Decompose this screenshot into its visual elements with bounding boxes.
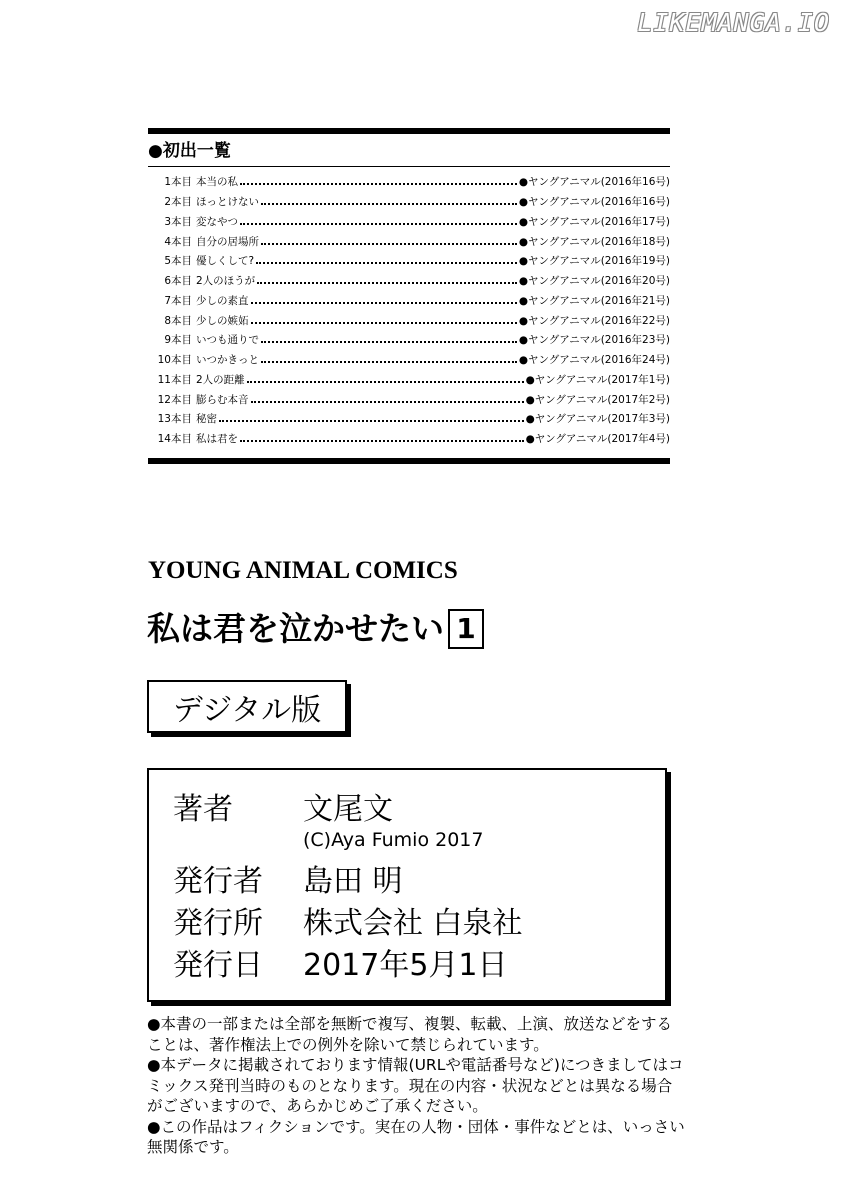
list-item	[148, 310, 670, 330]
dot-leader	[257, 281, 517, 284]
dot-leader	[261, 360, 517, 363]
note-fiction: ●この作品はフィクションです。実在の人物・団体・事件などとは、いっさい無関係です。	[147, 1117, 685, 1156]
list-item	[148, 291, 670, 311]
dot-leader	[261, 340, 517, 343]
date-row	[173, 946, 508, 986]
list-item	[148, 389, 670, 409]
chapter-title: ほっとけない	[196, 196, 259, 209]
list-item	[148, 251, 670, 271]
chapter-title: 秘密	[196, 413, 217, 426]
book-title-line	[147, 608, 484, 650]
chapter-title: 少しの素直	[196, 294, 249, 307]
author-value: 文尾文	[303, 792, 393, 827]
chapter-number: 10本目	[157, 354, 192, 367]
date-label: 発行日	[173, 948, 263, 983]
chapter-number: 11本目	[157, 373, 192, 386]
list-item	[148, 271, 670, 291]
chapter-title: 膨らむ本音	[196, 393, 249, 406]
edition-label	[147, 680, 347, 733]
book-title: 私は君を泣かせたい	[147, 609, 444, 648]
publisher-person-row	[173, 862, 403, 902]
series-name: YOUNG ANIMAL COMICS	[148, 557, 458, 584]
publisher-person-value: 島田 明	[303, 864, 403, 899]
chapter-number: 9本目	[164, 334, 192, 347]
dot-leader	[256, 261, 517, 264]
chapter-source: ●ヤングアニマル(2017年2号)	[525, 393, 670, 406]
dot-leader	[251, 321, 517, 324]
chapter-source: ●ヤングアニマル(2016年21号)	[518, 294, 670, 307]
list-item	[148, 231, 670, 251]
dot-leader	[251, 301, 517, 304]
chapter-title: 優しくして?	[196, 255, 255, 268]
dot-leader	[247, 380, 524, 383]
list-heading-rule	[148, 166, 670, 167]
chapter-number: 13本目	[157, 413, 192, 426]
list-bottom-rule	[148, 458, 670, 464]
list-top-rule	[148, 128, 670, 134]
site-watermark: LIKEMANGA.IO	[637, 8, 830, 37]
first-appearance-list	[148, 172, 670, 449]
dot-leader	[240, 222, 517, 225]
chapter-title: いつかきっと	[196, 354, 259, 367]
copyright-text: (C)Aya Fumio 2017	[303, 829, 484, 851]
chapter-title: 2人のほうが	[196, 275, 256, 288]
publisher-value: 株式会社 白泉社	[303, 906, 523, 941]
list-item	[148, 192, 670, 212]
chapter-number: 12本目	[157, 393, 192, 406]
chapter-source: ●ヤングアニマル(2017年4号)	[525, 433, 670, 446]
author-label: 著者	[173, 792, 233, 827]
chapter-number: 14本目	[157, 433, 192, 446]
chapter-source: ●ヤングアニマル(2016年18号)	[518, 235, 670, 248]
chapter-title: 本当の私	[196, 176, 238, 189]
volume-number: 1	[448, 609, 484, 649]
chapter-title: 変なやつ	[196, 215, 238, 228]
dot-leader	[261, 242, 517, 245]
dot-leader	[261, 202, 517, 205]
chapter-source: ●ヤングアニマル(2016年16号)	[518, 196, 670, 209]
publisher-label: 発行所	[173, 906, 263, 941]
chapter-title: 私は君を	[196, 433, 238, 446]
chapter-number: 5本目	[164, 255, 192, 268]
author-row	[173, 790, 393, 830]
list-item	[148, 350, 670, 370]
chapter-number: 7本目	[164, 294, 192, 307]
list-item	[148, 172, 670, 192]
chapter-source: ●ヤングアニマル(2016年16号)	[518, 176, 670, 189]
chapter-number: 6本目	[164, 275, 192, 288]
chapter-title: 自分の居場所	[196, 235, 259, 248]
chapter-number: 4本目	[164, 235, 192, 248]
chapter-title: 少しの嫉妬	[196, 314, 249, 327]
list-item	[148, 409, 670, 429]
edition-text: デジタル版	[172, 692, 322, 728]
dot-leader	[219, 419, 524, 422]
dot-leader	[240, 439, 524, 442]
list-item	[148, 330, 670, 350]
colophon-box	[147, 768, 667, 1002]
legal-notes	[147, 1014, 687, 1158]
chapter-title: いつも通りで	[196, 334, 259, 347]
chapter-source: ●ヤングアニマル(2016年19号)	[518, 255, 670, 268]
list-item	[148, 212, 670, 232]
list-item	[148, 370, 670, 390]
chapter-source: ●ヤングアニマル(2017年3号)	[525, 413, 670, 426]
chapter-source: ●ヤングアニマル(2016年17号)	[518, 215, 670, 228]
note-copyright: ●本書の一部または全部を無断で複写、複製、転載、上演、放送などをすることは、著作権法上での例外を除いて禁じられています。	[147, 1015, 673, 1054]
first-appearance-heading: ●初出一覧	[148, 141, 231, 161]
chapter-source: ●ヤングアニマル(2016年20号)	[518, 275, 670, 288]
chapter-number: 3本目	[164, 215, 192, 228]
date-value: 2017年5月1日	[303, 948, 508, 983]
dot-leader	[251, 400, 524, 403]
chapter-source: ●ヤングアニマル(2016年22号)	[518, 314, 670, 327]
chapter-source: ●ヤングアニマル(2017年1号)	[525, 373, 670, 386]
dot-leader	[240, 182, 517, 185]
chapter-title: 2人の距離	[196, 373, 245, 386]
chapter-number: 8本目	[164, 314, 192, 327]
chapter-number: 2本目	[164, 196, 192, 209]
publisher-person-label: 発行者	[173, 864, 263, 899]
chapter-source: ●ヤングアニマル(2016年24号)	[518, 354, 670, 367]
list-item	[148, 429, 670, 449]
chapter-source: ●ヤングアニマル(2016年23号)	[518, 334, 670, 347]
chapter-number: 1本目	[164, 176, 192, 189]
note-information: ●本データに掲載されております情報(URLや電話番号など)につきましてはコミックス発刊当時のものとなります。現在の内容・状況などとは異なる場合がございますので、あらかじめご了承ください。	[147, 1056, 684, 1115]
publisher-row	[173, 904, 523, 944]
